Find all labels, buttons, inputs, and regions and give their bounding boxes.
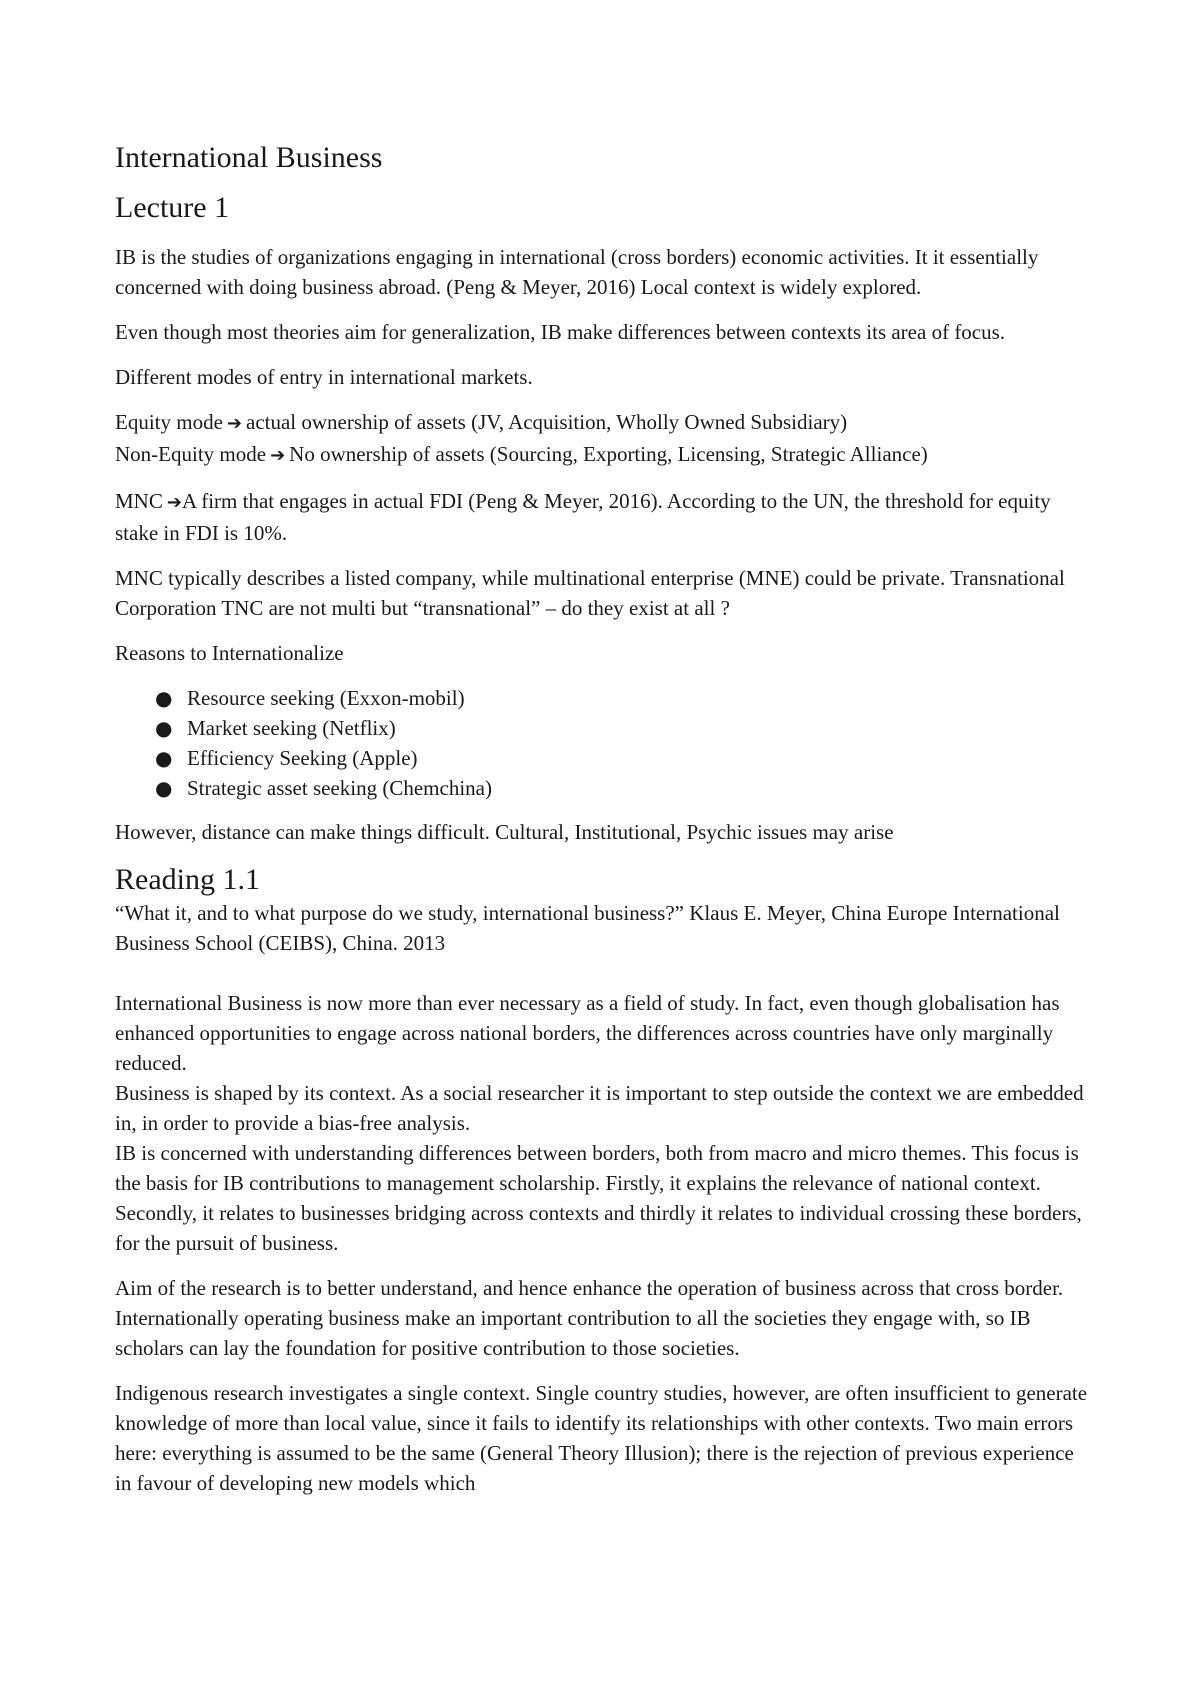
equity-mode-line — [115, 407, 1095, 439]
equity-mode-label: Equity mode — [115, 410, 223, 434]
reading-paragraph-3: IB is concerned with understanding differences between borders, both from macro and micro themes. This focus is the basis for IB contributions to management scholarship. Firstly, it explains the relevance of national context. Secondly, it relates to businesses bridging across contexts and thirdly it relates to individual crossing these borders, for the pursuit of business. — [115, 1141, 1082, 1255]
list-item — [155, 683, 1095, 713]
bullet-icon: ● — [155, 716, 173, 740]
list-item — [155, 713, 1095, 743]
paragraph-generalization: Even though most theories aim for generalization, IB make differences between contexts its area of focus. — [115, 320, 1006, 344]
non-equity-mode-label: Non-Equity mode — [115, 442, 267, 466]
mnc-label: MNC — [115, 489, 163, 513]
document-page — [115, 140, 1095, 1498]
list-item-text: Strategic asset seeking (Chemchina) — [187, 776, 492, 800]
paragraph-ib-definition: IB is the studies of organizations engaging in international (cross borders) economic activities. It it essentially concerned with doing business abroad. (Peng & Meyer, 2016) Local context is widely explored. — [115, 245, 1039, 299]
non-equity-mode-text: No ownership of assets (Sourcing, Exporting, Licensing, Strategic Alliance) — [289, 442, 928, 466]
bullet-icon: ● — [155, 776, 173, 800]
non-equity-mode-line — [115, 439, 1095, 471]
reasons-heading: Reasons to Internationalize — [115, 641, 344, 665]
paragraph-distance: However, distance can make things difficult. Cultural, Institutional, Psychic issues may arise — [115, 820, 894, 844]
reading-paragraph-1: International Business is now more than ever necessary as a field of study. In fact, even though globalisation has enhanced opportunities to engage across national borders, the differences across countries have only marginally reduced. — [115, 991, 1060, 1075]
bullet-icon: ● — [155, 686, 173, 710]
paragraph-modes-of-entry: Different modes of entry in international markets. — [115, 365, 533, 389]
reasons-list — [115, 683, 1095, 803]
list-item-text: Efficiency Seeking (Apple) — [187, 746, 418, 770]
reading-paragraph-4: Aim of the research is to better understand, and hence enhance the operation of business across that cross border. Internationally operating business make an important contribution to all the societies they engage with, so IB scholars can lay the foundation for positive contribution to those societies. — [115, 1276, 1064, 1360]
reading-paragraph-5: Indigenous research investigates a single context. Single country studies, however, are often insufficient to generate knowledge of more than local value, since it fails to identify its relationships with other contexts. Two main errors here: everything is assumed to be the same (General Theory Illusion); there is the rejection of previous experience in favour of developing new models which — [115, 1381, 1088, 1495]
arrow-right-icon: ➔ — [270, 445, 286, 466]
paragraph-mnc-mne: MNC typically describes a listed company, while multinational enterprise (MNE) could be private. Transnational Corporation TNC are not multi but “transnational” – do they exist at all ? — [115, 566, 1065, 620]
arrow-right-icon: ➔ — [226, 413, 242, 434]
document-title: International Business — [115, 141, 383, 174]
lecture-heading: Lecture 1 — [115, 191, 230, 224]
mnc-definition — [115, 486, 1095, 548]
reading-paragraph-2: Business is shaped by its context. As a social researcher it is important to step outside the context we are embedded in, in order to provide a bias-free analysis. — [115, 1081, 1084, 1135]
equity-mode-text: actual ownership of assets (JV, Acquisition, Wholly Owned Subsidiary) — [246, 410, 848, 434]
bullet-icon: ● — [155, 746, 173, 770]
list-item-text: Resource seeking (Exxon-mobil) — [187, 686, 465, 710]
mnc-text: A firm that engages in actual FDI (Peng & Meyer, 2016). According to the UN, the threshold for equity stake in FDI is 10%. — [115, 489, 1051, 545]
spacer — [115, 958, 1095, 988]
reading-citation: “What it, and to what purpose do we study, international business?” Klaus E. Meyer, China Europe International Business School (CEIBS), China. 2013 — [115, 901, 1060, 955]
reading-heading: Reading 1.1 — [115, 863, 260, 896]
arrow-right-icon: ➔ — [166, 492, 182, 513]
list-item — [155, 773, 1095, 803]
list-item — [155, 743, 1095, 773]
list-item-text: Market seeking (Netflix) — [187, 716, 396, 740]
